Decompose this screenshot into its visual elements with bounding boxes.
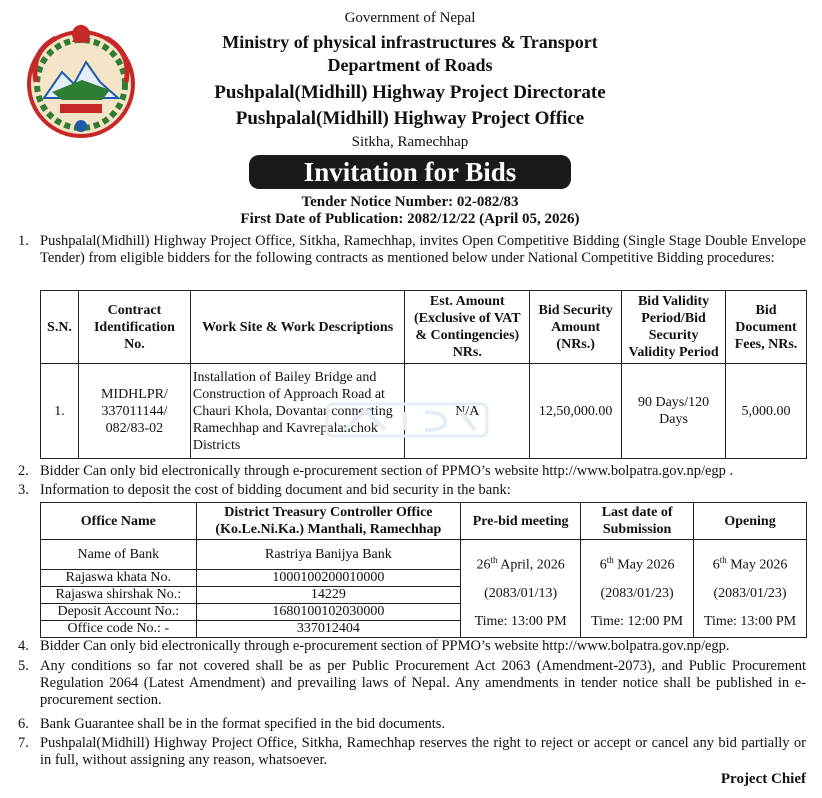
cell-validity: 90 Days/120 Days <box>622 364 726 459</box>
directorate-title: Pushpalal(Midhill) Highway Project Directorate <box>214 82 606 103</box>
header-validity: Bid Validity Period/Bid Security Validity Period <box>622 291 726 364</box>
last-date-date: May 2026 <box>617 557 675 573</box>
last-date-suffix: th <box>606 555 614 565</box>
clause-number: 3. <box>18 482 29 498</box>
clause-5 <box>18 658 806 709</box>
contract-table <box>40 290 807 459</box>
last-date-day: 6 <box>599 557 607 573</box>
cell-value: 14229 <box>196 587 460 604</box>
prebid-suffix: th <box>490 555 498 565</box>
opening-date: May 2026 <box>730 557 788 573</box>
opening-cell <box>694 540 807 638</box>
clause-2 <box>18 463 806 480</box>
prebid-date: April, 2026 <box>500 557 565 573</box>
nepal-emblem-icon <box>22 22 140 140</box>
table-row <box>41 540 807 570</box>
opening-day: 6 <box>712 557 720 573</box>
header-amount: Est. Amount (Exclusive of VAT & Contingencies) NRs. <box>405 291 530 364</box>
clause-number: 5. <box>18 658 29 674</box>
cell-work: Installation of Bailey Bridge and Construction of Approach Road at Chauri Khola, Dovantar connecting Ramechhap and Kavrepalanchok Districts <box>190 364 404 459</box>
cell-label: Office code No.: - <box>41 621 197 638</box>
clause-number: 7. <box>18 735 29 751</box>
header-prebid: Pre-bid meeting <box>461 503 581 540</box>
cell-amount: N/A <box>405 364 530 459</box>
clause-text: Pushpalal(Midhill) Highway Project Office, Sitkha, Ramechhap reserves the right to reject or accept or cancel any bid partially or in full, without assigning any reason, whatsoever. <box>40 735 806 768</box>
header-last-date: Last date of Submission <box>581 503 694 540</box>
clause-number: 2. <box>18 463 29 479</box>
clause-text: Any conditions so far not covered shall be as per Public Procurement Act 2063 (Amendment-2073), and Public Procurement Regulation 2064 (Latest Amendment) and prevailing laws of Nepal. Any amendments in tender notice shall be published in e-procurement section. <box>40 658 806 708</box>
clause-7 <box>18 735 806 769</box>
header-security: Bid Security Amount (NRs.) <box>530 291 622 364</box>
header-office-name: Office Name <box>41 503 197 540</box>
opening-time: Time: 13:00 PM <box>703 613 797 629</box>
last-date-nepali: (2083/01/23) <box>600 585 674 601</box>
prebid-cell <box>461 540 581 638</box>
invitation-banner: Invitation for Bids <box>249 155 571 189</box>
prebid-time: Time: 13:00 PM <box>474 613 567 629</box>
cell-value: 337012404 <box>196 621 460 638</box>
publication-date: First Date of Publication: 2082/12/22 (April 05, 2026) <box>240 211 580 227</box>
clause-text: Bidder Can only bid electronically through e-procurement section of PPMO’s website http://www.bolpatra.gov.np/egp. <box>40 638 730 654</box>
prebid-nepali: (2083/01/13) <box>484 585 558 601</box>
last-date-time: Time: 12:00 PM <box>591 613 684 629</box>
cell-value: Rastriya Banijya Bank <box>196 540 460 570</box>
clause-3 <box>18 482 806 499</box>
last-date-cell <box>581 540 694 638</box>
department-title: Department of Roads <box>327 55 493 75</box>
clause-number: 4. <box>18 638 29 654</box>
government-title: Government of Nepal <box>344 10 476 26</box>
table-header-row <box>41 503 807 540</box>
header-contract-id: Contract Identification No. <box>78 291 190 364</box>
cell-fees: 5,000.00 <box>726 364 807 459</box>
clause-4 <box>18 638 806 655</box>
header-sn: S.N. <box>41 291 79 364</box>
header-fees: Bid Document Fees, NRs. <box>726 291 807 364</box>
office-location: Sitkha, Ramechhap <box>351 134 469 150</box>
cell-sn: 1. <box>41 364 79 459</box>
header-opening: Opening <box>694 503 807 540</box>
clause-6 <box>18 716 806 733</box>
cell-label: Rajaswa shirshak No.: <box>41 587 197 604</box>
cell-value: 1680100102030000 <box>196 604 460 621</box>
cell-contract-id: MIDHLPR/ 337011144/ 082/83-02 <box>78 364 190 459</box>
prebid-day: 26 <box>476 557 491 573</box>
clause-text: Bidder Can only bid electronically through e-procurement section of PPMO’s website http://www.bolpatra.gov.np/egp . <box>40 463 734 479</box>
cell-label: Deposit Account No.: <box>41 604 197 621</box>
header-work: Work Site & Work Descriptions <box>190 291 404 364</box>
clause-text: Pushpalal(Midhill) Highway Project Office, Sitkha, Ramechhap, invites Open Competitive Bidding (Single Stage Double Envelope Tender) from eligible bidders for the following contracts as mentioned below under National Competitive Bidding procedures: <box>40 233 806 266</box>
table-header-row <box>41 291 807 364</box>
signatory-title: Project Chief <box>720 771 806 787</box>
cell-label: Name of Bank <box>41 540 197 570</box>
bank-info-table <box>40 502 807 638</box>
clause-1 <box>18 233 806 267</box>
clause-number: 6. <box>18 716 29 732</box>
opening-suffix: th <box>719 555 727 565</box>
cell-value: 1000100200010000 <box>196 570 460 587</box>
clause-text: Bank Guarantee shall be in the format specified in the bid documents. <box>40 716 446 732</box>
opening-nepali: (2083/01/23) <box>713 585 787 601</box>
office-title: Pushpalal(Midhill) Highway Project Office <box>235 108 585 129</box>
clause-text: Information to deposit the cost of bidding document and bid security in the bank: <box>40 482 511 498</box>
clause-number: 1. <box>18 233 29 249</box>
tender-notice-number: Tender Notice Number: 02-082/83 <box>301 194 519 210</box>
header-treasury: District Treasury Controller Office (Ko.Le.Ni.Ka.) Manthali, Ramechhap <box>196 503 460 540</box>
table-row <box>41 364 807 459</box>
cell-security: 12,50,000.00 <box>530 364 622 459</box>
cell-label: Rajaswa khata No. <box>41 570 197 587</box>
ministry-title: Ministry of physical infrastructures & Transport <box>222 32 598 52</box>
